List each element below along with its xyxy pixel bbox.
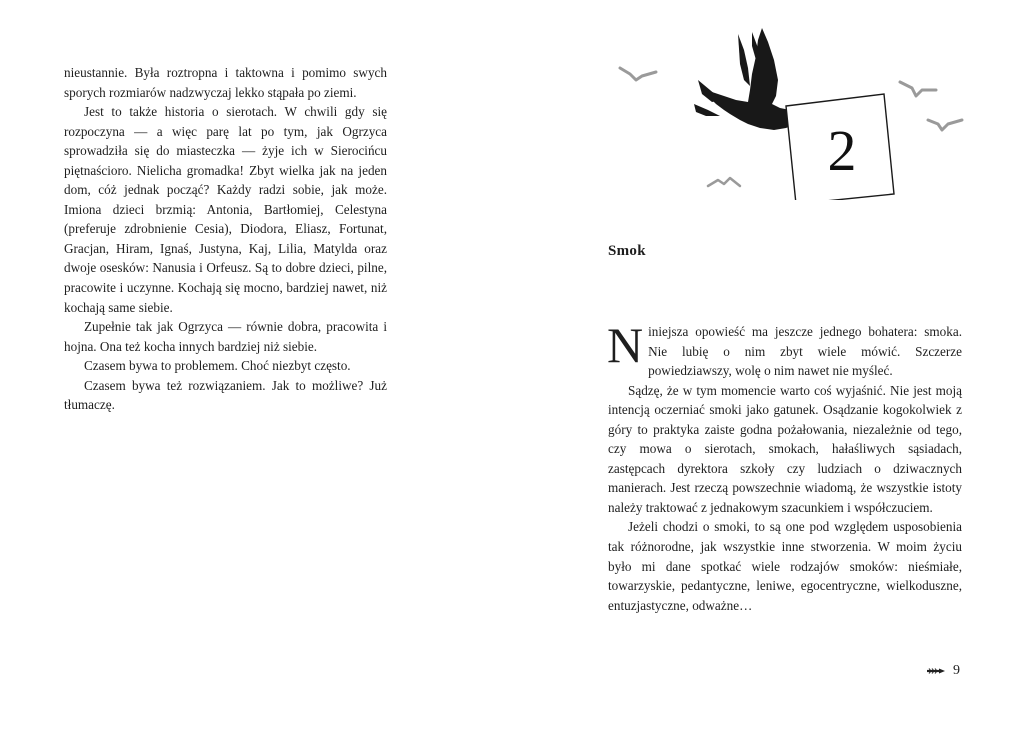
right-page-text [607,317,962,615]
paragraph: nieustannie. Była roztropna i taktowna i pomimo swych sporych rozmiarów nadzwyczaj lekko stąpała po ziemi. [64,65,387,100]
paragraph: Sądzę, że w tym momencie warto coś wyjaśnić. Nie jest moją intencją oczerniać smoki jako gatunek. Osądzanie kogokolwiek z góry to praktyka zaiste godna pożałowania, niezależnie od tego, czy mowa o sierotach, smokach, hałaśliwych sąsiadach, zastępcach dyrektora szkoły czy ludziach o dziwacznych manierach. Jest rzeczą powszechnie wiadomą, że wszystkie istoty należy traktować z jednakowym szacunkiem i współczuciem. [608,382,962,515]
bird-icon [928,120,962,130]
paragraph: Zupełnie tak jak Ogrzyca — równie dobra, pracowita i hojna. Ona też kocha innych bardziej niż siebie. [64,319,387,354]
chapter-number-card [786,94,894,200]
chapter-illustration [612,20,972,200]
paragraph: Czasem bywa to problemem. Choć niezbyt często. [84,358,351,374]
bird-icon [620,68,656,80]
bird-icon [708,178,740,186]
paragraph: Jest to także historia o sierotach. W chwili gdy się rozpoczyna — a więc parę lat po tym, jak Ogrzyca sprowadziła się do miasteczka — żyje ich w Sierocińcu piętnaścioro. Nielicha gromadka! Zbyt wielka jak na jeden dom, cóż jednak począć? Każdy radzi sobie, jak może. Imiona dzieci brzmią: Antonia, Bartłomiej, Celestyna (preferuje zdrobnienie Cesia), Diodora, Eliasz, Fortunat, Gracjan, Hiram, Ignaś, Justyna, Kaj, Lilia, Matylda oraz dwoje osesków: Nanusia i Orfeusz. Są to dobre dzieci, pilne, pracowite i uczynne. Kochają się mocno, bardziej nawet, niż kochają same siebie. [64,104,387,315]
paragraph: Jeżeli chodzi o smoki, to są one pod względem usposobienia tak różnorodne, jak wszystkie inne stworzenia. W moim życiu było mi dane spotkać wiele rodzajów smoków: nieśmiałe, towarzyskie, pedantyczne, leniwe, egocentryczne, wielkoduszne, entuzjastyczne, odważne… [608,519,962,613]
chapter-number: 2 [827,118,857,183]
page-number: 9 [953,663,960,678]
opening-paragraph-text: iniejsza opowieść ma jeszcze jednego bohatera: smoka. Nie lubię o nim zbyt wiele mówić. Szczerze powiedziawszy, wolę o nim nawet nie myśleć. [648,324,962,379]
page-number-footer [926,663,960,679]
chapter-title: Smok [608,243,646,259]
left-page-text [64,63,387,415]
opening-paragraph [607,317,962,381]
paragraph: Czasem bywa też rozwiązaniem. Jak to możliwe? Już tłumaczę. [64,377,387,413]
bird-icon [900,82,936,96]
drop-cap: N [607,317,644,373]
right-page [512,0,1024,733]
arrow-ornament-icon [926,667,946,675]
